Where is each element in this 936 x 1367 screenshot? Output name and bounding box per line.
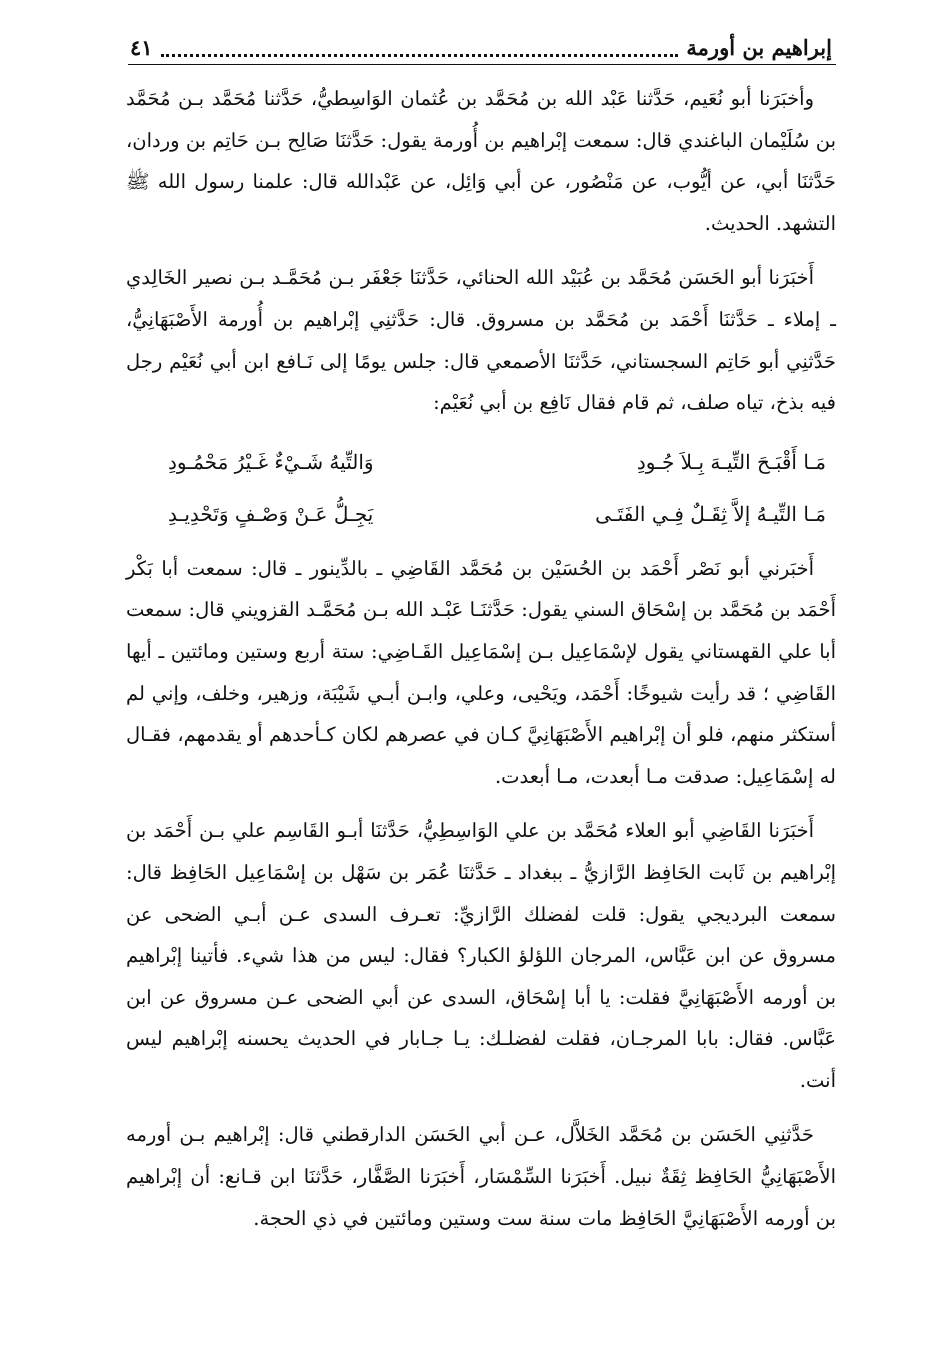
poem-verse-2-second-hemistich: يَجِـلُّ عَـنْ وَصْـفٍ وَتَحْدِيـدِ <box>168 501 374 526</box>
running-head-title: إبراهيم بن أورمة <box>686 34 832 60</box>
header-rule <box>128 64 836 65</box>
paragraph-5: حَدَّثنِي الحَسَن بن مُحَمَّد الخَلاَّل، عـن أبي الحَسَن الدارقطني قال: إبْراهيم بـن أورمه الأَصْبَهَانِيُّ الحَافِظ ثِقَةٌ نبيل. أَخبَرَنا السِّمْسَار، أَخبَرَنا الصَّفَّار، حَدَّثنَا ابن قـانع: أن إبْراهيم بن أورمه الأَصْبَهَانِيَّ الحَافِظ مات سنة ست وستين ومائتين في ذي الحجة. <box>126 1123 836 1230</box>
body-text <box>126 78 836 1252</box>
running-head-leader-dots <box>161 38 679 57</box>
paragraph-3: أَخبَرني أبو نَصْر أَحْمَد بن الحُسَيْن بن مُحَمَّد القَاضِي ـ بالدِّينور ـ قال: سمعت أبا بَكْر أَحْمَد بن مُحَمَّد بن إسْحَاق السني يقول: حَدَّثنَـا عَبْـد الله بـن مُحَمَّـد القزويني قال: سمعت أبا علي القهستاني يقول لإسْمَاعِيل بـن إسْمَاعِيل القَـاضِي: ستة أربع وستين ومائتين ـ أيها القَاضِي ؛ قد رأيت شيوخًا: أَحْمَد، ويَحْيى، وعلي، وابـن أبـي شَيْبَة، وزهير، وخلف، وإني لم أستكثر منهم، فلو أن إبْراهيم الأَصْبَهَانِيَّ كـان في عصرهم لكان كـأحدهم أو يقدمهم، فقـال له إسْمَاعِيل: صدقت مـا أبعدت، مـا أبعدت. <box>126 556 836 788</box>
poem-verse-1 <box>126 437 836 489</box>
poem-verse-2-first-hemistich: مَـا التِّيـهُ إلاَّ ثِقَـلٌ فِـي الفَتَـى <box>595 501 826 526</box>
poem-verse-1-first-hemistich: مَـا أَقْبَـحَ التِّيـهَ بِـلاَ جُـودِ <box>636 449 826 474</box>
paragraph-2: أَخبَرَنا أبو الحَسَن مُحَمَّد بن عُبَيْد الله الحنائي، حَدَّثنَا جَعْفَر بـن مُحَمَّـد بـن نصير الخَالِدي ـ إملاء ـ حَدَّثنَا أَحْمَد بن مُحَمَّد بن مسروق. قال: حَدَّثنِي إبْراهيم بن أُورمة الأَصْبَهَانِيُّ، حَدَّثنِي أبو حَاتِم السجستاني، حَدَّثنَا الأصمعي قال: جلس يومًا إلى نَـافع ابن أبي نُعَيْم رجل فيه بذخ، تياه صلف، ثم قام فقال نَافِع بن أبي نُعَيْم: <box>126 266 836 415</box>
running-head <box>130 30 832 64</box>
paragraph-4: أَخبَرَنا القَاضِي أبو العلاء مُحَمَّد بن علي الوَاسِطِيُّ، حَدَّثنَا أبـو القَاسِم علي بـن أَحْمَد بن إبْراهيم بن ثَابت الحَافِظ الرَّازيُّ ـ ببغداد ـ حَدَّثنَا عُمَر بن سَهْل بن إسْمَاعِيل الحَافِظ قال: سمعت البرديجي يقول: قلت لفضلك الرَّازيِّ: تعـرف السدى عـن أبـي الضحى عن مسروق عن ابن عَبَّاس، المرجان اللؤلؤ الكبار؟ فقال: ليس من هذا شيء. فأتينا إبْراهيم بن أورمه الأَصْبَهَانِيَّ فقلت: يا أبا إسْحَاق، السدى عن أبي الضحى عـن مسروق عن ابن عَبَّاس. فقال: بابا المرجـان، فقلت لفضلـك: يـا جـابار في الحديث يحسنه إبْراهيم ليس أنت. <box>126 819 836 1092</box>
poem <box>126 437 836 541</box>
page-corner <box>0 1363 4 1367</box>
poem-verse-2 <box>126 489 836 541</box>
page-number: ٤١ <box>130 34 153 60</box>
poem-verse-1-second-hemistich: وَالتِّيهُ شَـيْءٌ غَـيْرُ مَحْمُـودِ <box>168 449 374 474</box>
paragraph-1: وأخبَرَنا أبو نُعَيم، حَدَّثنا عَبْد الله بن مُحَمَّد بن عُثمان الوَاسِطيُّ، حَدَّثنا مُحَمَّد بـن مُحَمَّد بن سُلَيْمان الباغندي قال: سمعت إبْراهيم بن أُورمة يقول: حَدَّثنَا صَالِح بـن حَاتِم بن وردان، حَدَّثنَا أبي، عن أيُّوب، عن مَنْصُور، عن أبي وَائِل، عن عَبْدالله قال: علمنا رسول الله ﷺ التشهد. الحديث. <box>126 87 836 235</box>
